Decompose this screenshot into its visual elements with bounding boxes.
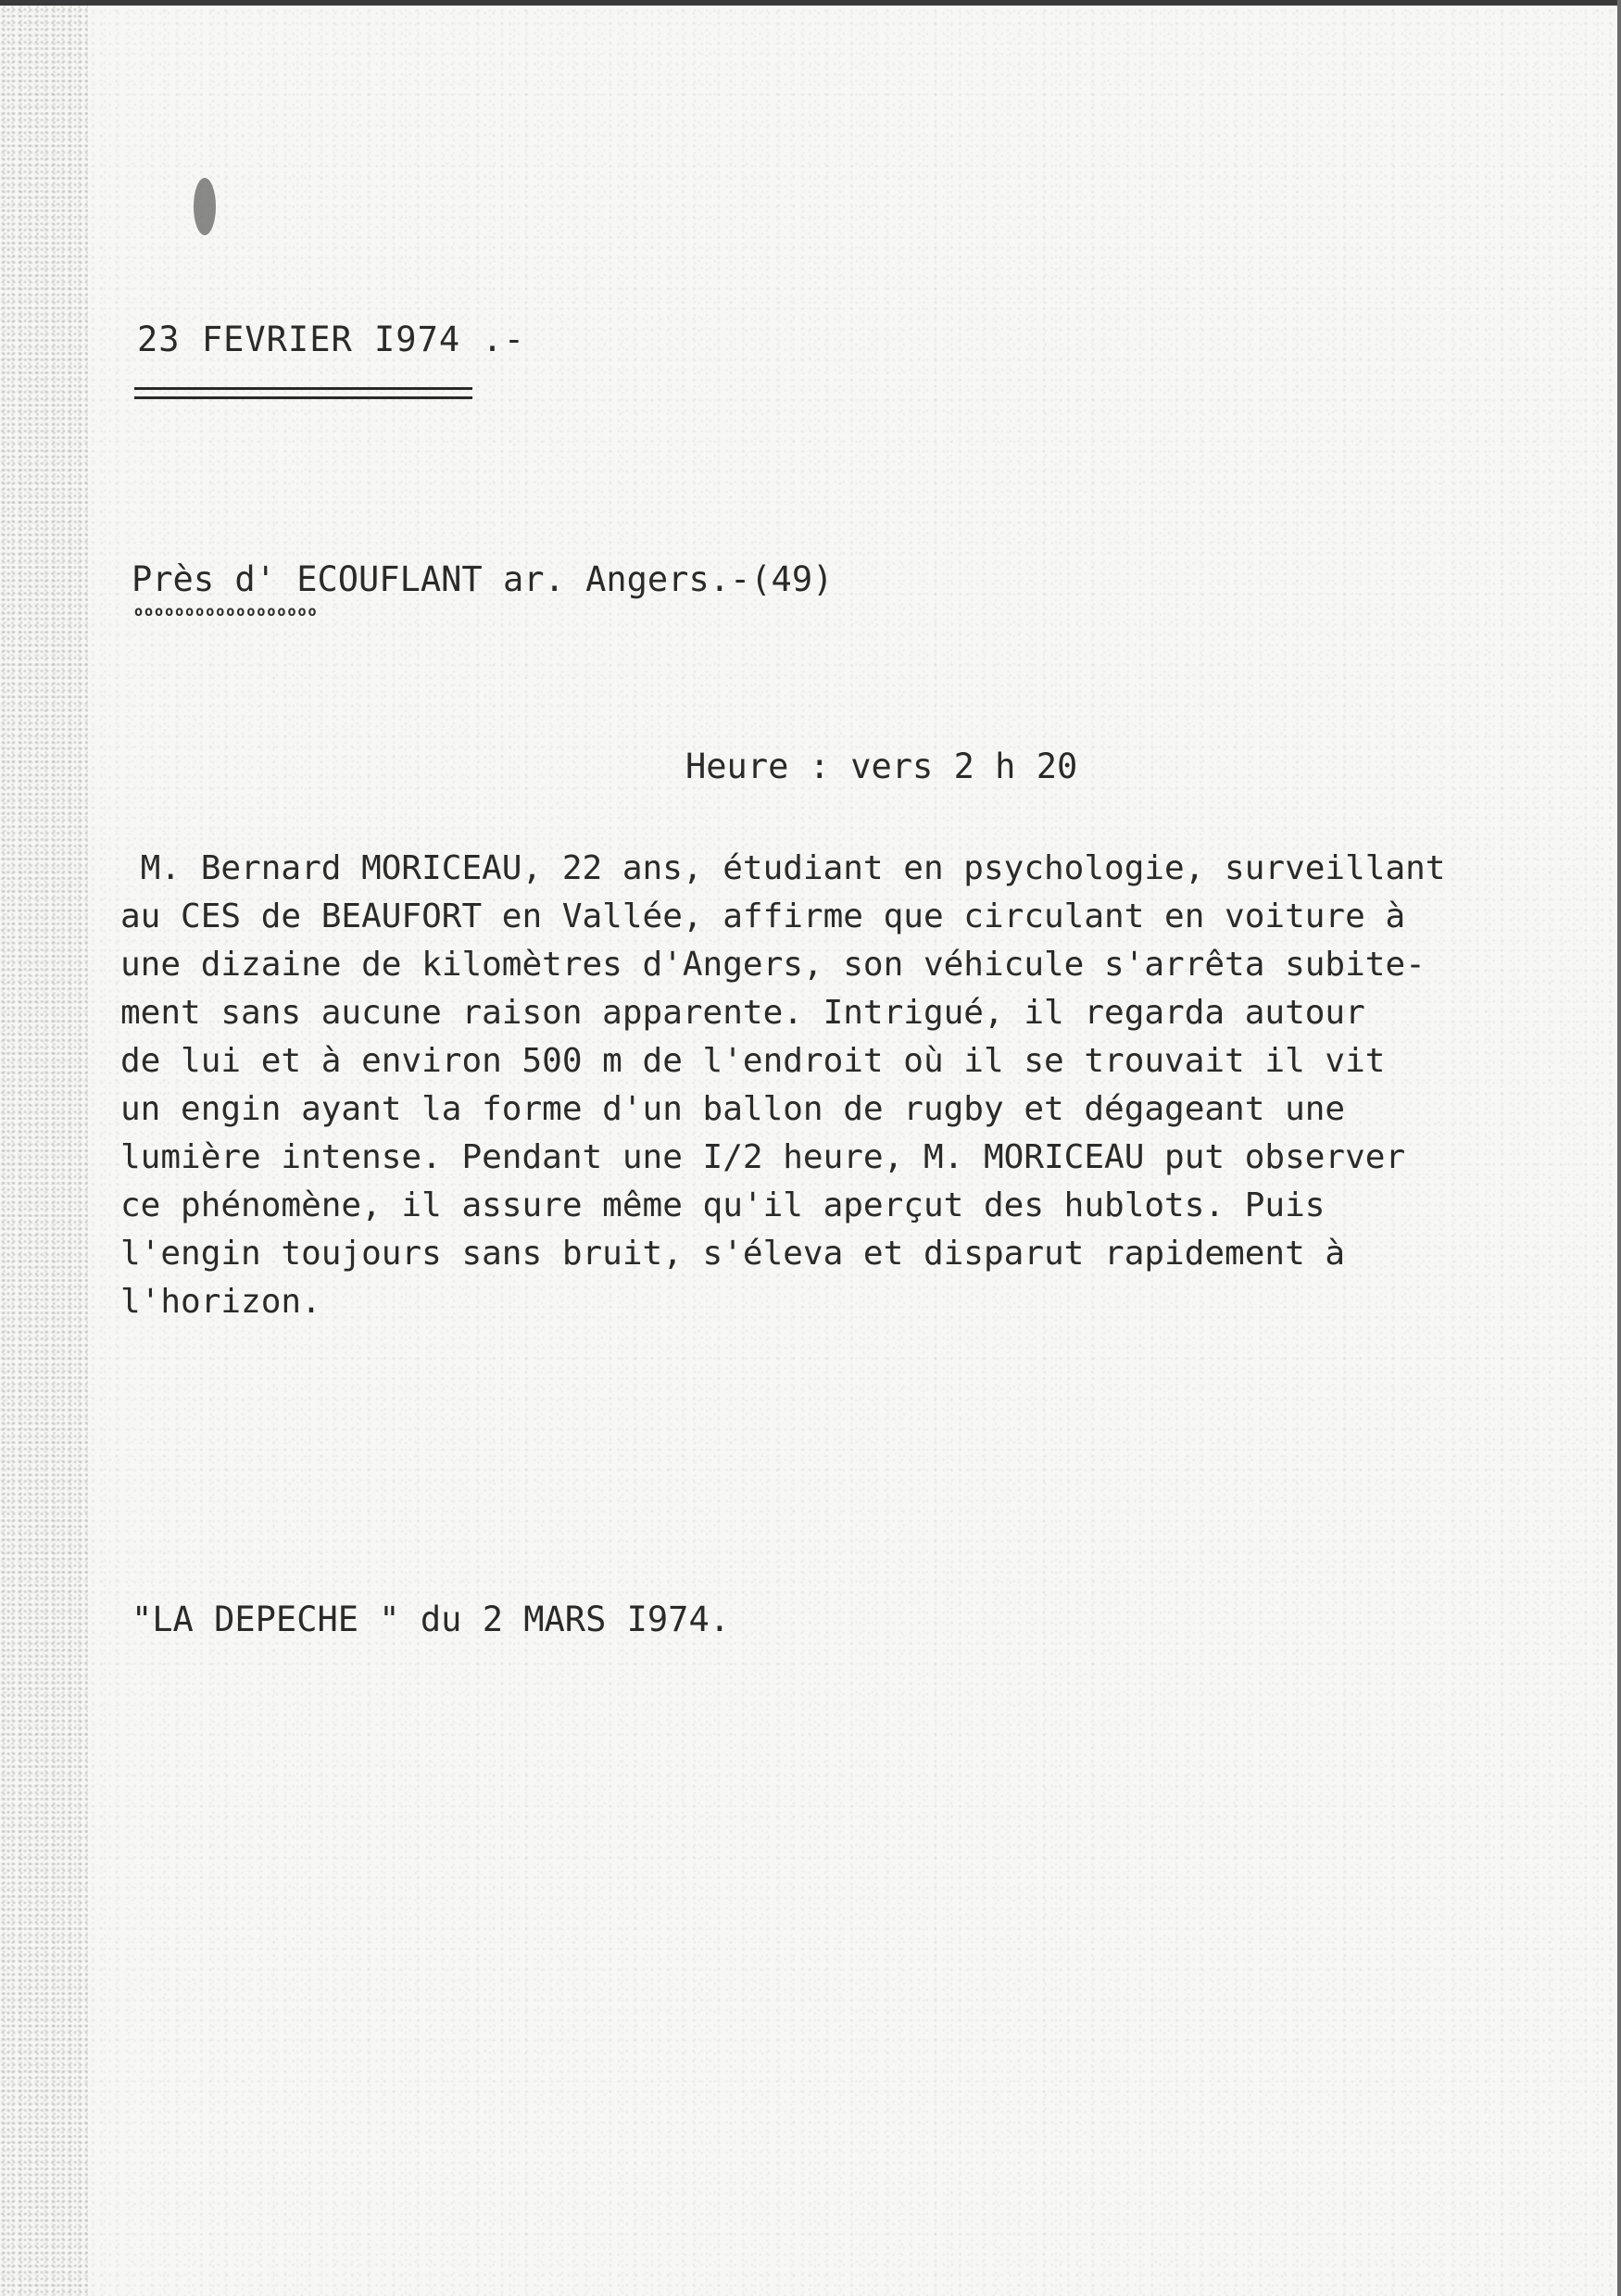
date-heading: 23 FEVRIER I974 .- xyxy=(137,320,525,359)
location-heading: Près d' ECOUFLANT ar. Angers.-(49) xyxy=(132,559,834,599)
report-line: lumière intense. Pendant une I/2 heure, M. MORICEAU put observer xyxy=(120,1138,1406,1176)
report-line: M. Bernard MORICEAU, 22 ans, étudiant en psychologie, surveillant xyxy=(120,849,1446,887)
report-line: ment sans aucune raison apparente. Intrigué, il regarda autour xyxy=(120,994,1365,1032)
report-line: l'horizon. xyxy=(120,1283,321,1321)
report-line: ce phénomène, il assure même qu'il aperçut des hublots. Puis xyxy=(120,1186,1326,1224)
report-line: une dizaine de kilomètres d'Angers, son véhicule s'arrêta subite- xyxy=(120,946,1426,984)
source-citation: "LA DEPECHE " du 2 MARS I974. xyxy=(132,1600,731,1639)
date-double-underline xyxy=(134,387,472,399)
scan-top-edge xyxy=(0,0,1621,6)
report-line: un engin ayant la forme d'un ballon de rugby et dégageant une xyxy=(120,1090,1346,1128)
report-line: au CES de BEAUFORT en Vallée, affirme que circulant en voiture à xyxy=(120,897,1406,935)
report-body xyxy=(120,845,1602,1326)
scan-noise-margin xyxy=(0,0,88,2296)
location-dotted-underline: oooooooooooooooooo xyxy=(134,603,319,620)
report-line: l'engin toujours sans bruit, s'éleva et disparut rapidement à xyxy=(120,1235,1346,1273)
scan-right-edge xyxy=(1617,0,1621,2296)
time-line: Heure : vers 2 h 20 xyxy=(685,747,1078,786)
report-line: de lui et à environ 500 m de l'endroit où il se trouvait il vit xyxy=(120,1042,1386,1080)
punch-hole-mark xyxy=(194,178,216,235)
